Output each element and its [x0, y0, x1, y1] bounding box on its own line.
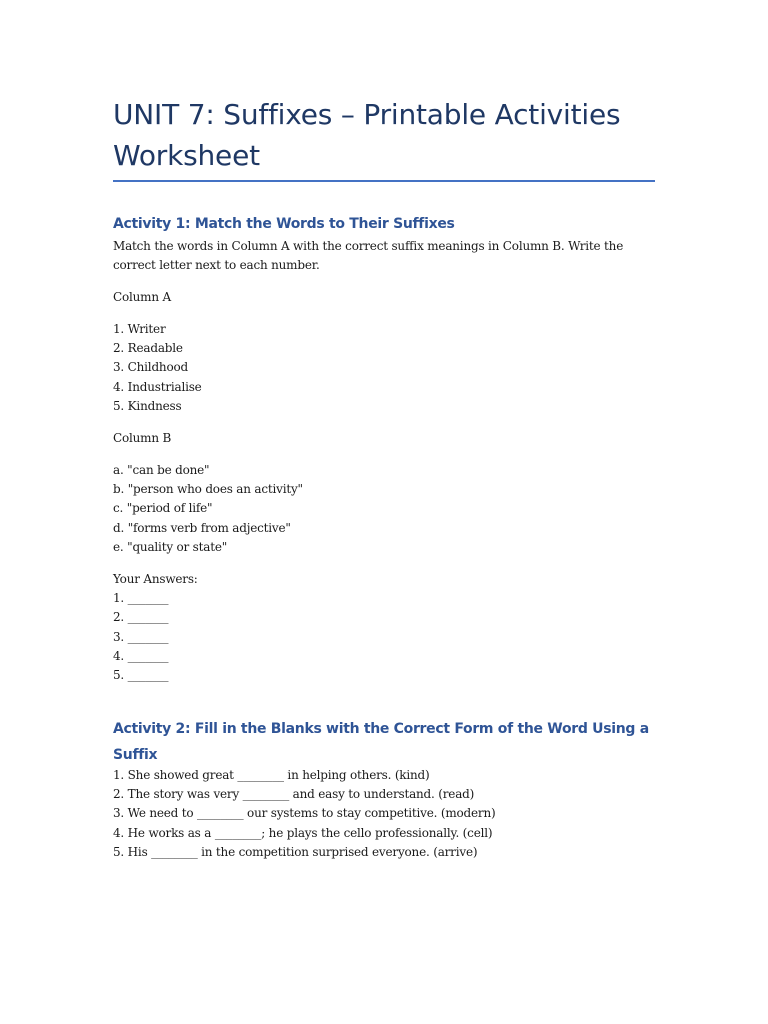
column-b-item: c. "period of life"	[113, 501, 213, 516]
answer-blank: 1. _______	[113, 591, 169, 606]
title-underline	[113, 180, 655, 182]
fill-in-item: 4. He works as a ________; he plays the cello professionally. (cell)	[113, 825, 493, 840]
column-b-label: Column B	[113, 431, 172, 445]
column-a-list	[113, 320, 658, 416]
answer-blank: 4. _______	[113, 648, 169, 663]
column-a-item: 2. Readable	[113, 341, 183, 356]
activity-2-heading: Activity 2: Fill in the Blanks with the Correct Form of the Word Using a Suffix	[113, 721, 649, 763]
page-title: UNIT 7: Suffixes – Printable Activities Worksheet	[113, 98, 621, 172]
column-a-item: 1. Writer	[113, 322, 166, 336]
column-a-item: 5. Kindness	[113, 398, 182, 413]
column-b-item: e. "quality or state"	[113, 539, 228, 554]
answer-blank: 2. _______	[113, 610, 169, 625]
answers-section	[113, 570, 658, 685]
activity-1-heading: Activity 1: Match the Words to Their Suffixes	[113, 216, 455, 232]
column-b-item: a. "can be done"	[113, 463, 210, 477]
activity-2-list	[113, 766, 658, 862]
fill-in-item: 3. We need to ________ our systems to stay competitive. (modern)	[113, 806, 496, 821]
fill-in-item: 1. She showed great ________ in helping others. (kind)	[113, 768, 430, 782]
column-a-item: 3. Childhood	[113, 360, 188, 375]
fill-in-item: 2. The story was very ________ and easy to understand. (read)	[113, 787, 475, 802]
answer-blank: 3. _______	[113, 629, 169, 644]
answer-blank: 5. _______	[113, 668, 169, 683]
column-a-item: 4. Industrialise	[113, 379, 202, 394]
column-b-list	[113, 461, 658, 557]
activity-1-instructions: Match the words in Column A with the correct suffix meanings in Column B. Write the correct letter next to each number.	[113, 239, 624, 273]
answers-label: Your Answers:	[113, 572, 198, 586]
column-b-item: d. "forms verb from adjective"	[113, 520, 291, 535]
column-a-label: Column A	[113, 290, 171, 304]
fill-in-item: 5. His ________ in the competition surprised everyone. (arrive)	[113, 844, 478, 859]
column-b-item: b. "person who does an activity"	[113, 482, 303, 497]
